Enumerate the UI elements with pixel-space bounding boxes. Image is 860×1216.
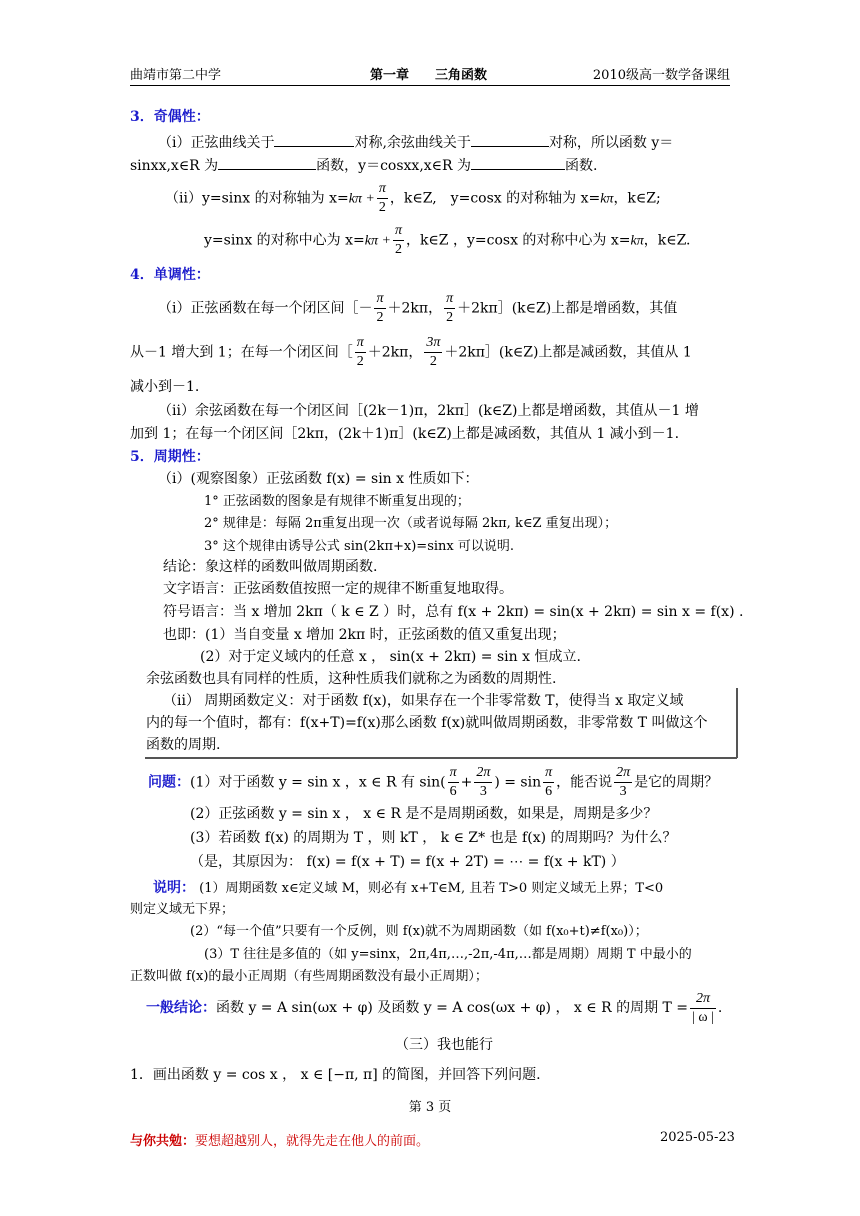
question-line-2: (2）正弦函数 y = sin x ， x ∈ R 是不是周期函数，如果是，周期是多少？: [190, 806, 658, 822]
note-line-1: 说明： (1）周期函数 x∈定义域 M，则必有 x+T∈M, 且若 T>0 则定义域无上界；T<0: [153, 880, 664, 896]
s4-line-3: 减小到－1.: [130, 379, 200, 395]
note-line-3: (2）“每一个值”只要有一个反例，则 f(x)就不为周期函数（如 f(x₀+t)≠f(x₀)）；: [190, 924, 648, 939]
s5-line-1: （ⅰ）(观察图象）正弦函数 f(x) = sin x 性质如下：: [158, 471, 479, 487]
note-line-4: (3）T 往往是多值的（如 y=sinx，2π,4π,…,-2π,-4π,…都是周期）周期 T 中最小的: [204, 947, 692, 962]
s3-line-1: （ⅰ）正弦曲线关于 对称,余弦曲线关于 对称，所以函数 y＝: [158, 132, 673, 152]
footer-date: 2025-05-23: [660, 1130, 735, 1145]
question-line-3: (3）若函数 f(x) 的周期为 T ，则 kT ， k ∈ Z* 也是 f(x) 的周期吗？为什么？: [190, 830, 677, 846]
s4-line-1: （ⅰ）正弦函数在每一个闭区间［－ $\frac{\pi}{2}$ ＋2kπ， $\frac{\pi}{2}$ ＋2kπ］(k∈Z)上都是增函数，其值: [158, 291, 678, 325]
section-4-title: 4．单调性：: [130, 267, 210, 283]
s5-line-4: 3° 这个规律由诱导公式 sin(2kπ+x)=sinx 可以说明.: [204, 539, 514, 554]
question-line-4: （是，其原因为： f(x) = f(x + T) = f(x + 2T) = ⋯ = f(x + kT) ）: [190, 854, 625, 870]
section-3-title: 3．奇偶性：: [130, 109, 210, 125]
s5-line-5: 结论：象这样的函数叫做周期函数.: [163, 559, 378, 575]
s5-line-6: 文字语言：正弦函数值按照一定的规律不断重复地取得。: [163, 581, 513, 597]
s5-line-3: 2° 规律是：每隔 2π重复出现一次（或者说每隔 2kπ, k∈Z 重复出现）；: [204, 516, 618, 531]
page-number: 第 3 页: [408, 1100, 452, 1115]
s5-line-7: 符号语言：当 x 增加 2kπ（ k ∈ Z ）时，总有 f(x + 2kπ) = sin(x + 2kπ) = sin x = f(x) .: [163, 604, 744, 620]
header-group: 2010级高一数学备课组: [592, 68, 730, 83]
s3-line-3: （ⅱ）y=sinx 的对称轴为 x=kπ + $\frac{\pi}{2}$ ，k∈Z, y=cosx 的对称轴为 x=kπ，k∈Z;: [165, 181, 661, 215]
page-header: [130, 64, 730, 84]
definition-box-bottom-edge: [145, 757, 737, 759]
definition-box-right-edge: [736, 688, 738, 758]
s5-line-2: 1° 正弦函数的图象是有规律不断重复出现的；: [204, 494, 470, 509]
footer-motto: 与你共勉：要想超越别人，就得先走在他人的前面。: [130, 1134, 430, 1149]
header-chapter: 第一章 三角函数: [370, 68, 488, 83]
s4-line-5: 加到 1；在每一个闭区间［2kπ，(2k＋1)π］(k∈Z)上都是减函数，其值从 1 减小到－1.: [130, 426, 680, 442]
s5-line-13: 函数的周期.: [146, 737, 221, 753]
header-rule: [130, 85, 730, 86]
section-5-title: 5．周期性：: [130, 449, 210, 465]
s3-line-4: y=sinx 的对称中心为 x=kπ + $\frac{\pi}{2}$ ，k∈Z ，y=cosx 的对称中心为 x=kπ，k∈Z.: [204, 223, 691, 257]
s5-line-12: 内的每一个值时，都有：f(x+T)=f(x)那么函数 f(x)就叫做周期函数，非零常数 T 叫做这个: [146, 715, 708, 731]
question-line-1: 问题：(1）对于函数 y = sin x ，x ∈ R 有 sin( $\frac{\pi}{6}$ + $\frac{2\pi}{3}$ ) = sin $\frac{\pi}{6}$ ，能否说 $\frac{2\pi}{3}$ 是它的周期？: [148, 765, 719, 799]
s4-line-2: 从－1 增大到 1；在每一个闭区间［ $\frac{\pi}{2}$ ＋2kπ， $\frac{3\pi}{2}$ ＋2kπ］(k∈Z)上都是减函数，其值从 1: [130, 335, 692, 369]
note-line-2: 则定义域无下界；: [130, 902, 235, 917]
s5-line-11: （ⅱ） 周期函数定义：对于函数 f(x)，如果存在一个非零常数 T，使得当 x 取定义域: [163, 693, 684, 709]
s3-line-2: sinxx,x∈R 为 函数，y＝cosxx,x∈R 为 函数.: [130, 155, 597, 175]
subsection-heading: （三）我也能行: [395, 1037, 493, 1053]
s5-line-8: 也即：(1）当自变量 x 增加 2kπ 时，正弦函数的值又重复出现；: [163, 627, 566, 643]
s5-line-9: (2）对于定义域内的任意 x ， sin(x + 2kπ) = sin x 恒成立.: [200, 649, 581, 665]
note-line-5: 正数叫做 f(x)的最小正周期（有些周期函数没有最小正周期）；: [130, 969, 488, 984]
header-school: 曲靖市第二中学: [130, 68, 222, 83]
general-conclusion: 一般结论：函数 y = A sin(ωx + φ) 及函数 y = A cos(ωx + φ) ， x ∈ R 的周期 T = $\frac{2\pi}{| \omega |}$ .: [146, 990, 723, 1025]
s4-line-4: （ⅱ）余弦函数在每一个闭区间［(2k－1)π，2kπ］(k∈Z)上都是增函数，其值从－1 增: [158, 403, 699, 419]
s5-line-10: 余弦函数也具有同样的性质，这种性质我们就称之为函数的周期性.: [146, 671, 557, 687]
exercise-1: 1．画出函数 y = cos x ， x ∈ [−π, π] 的简图，并回答下列问题.: [130, 1067, 541, 1083]
